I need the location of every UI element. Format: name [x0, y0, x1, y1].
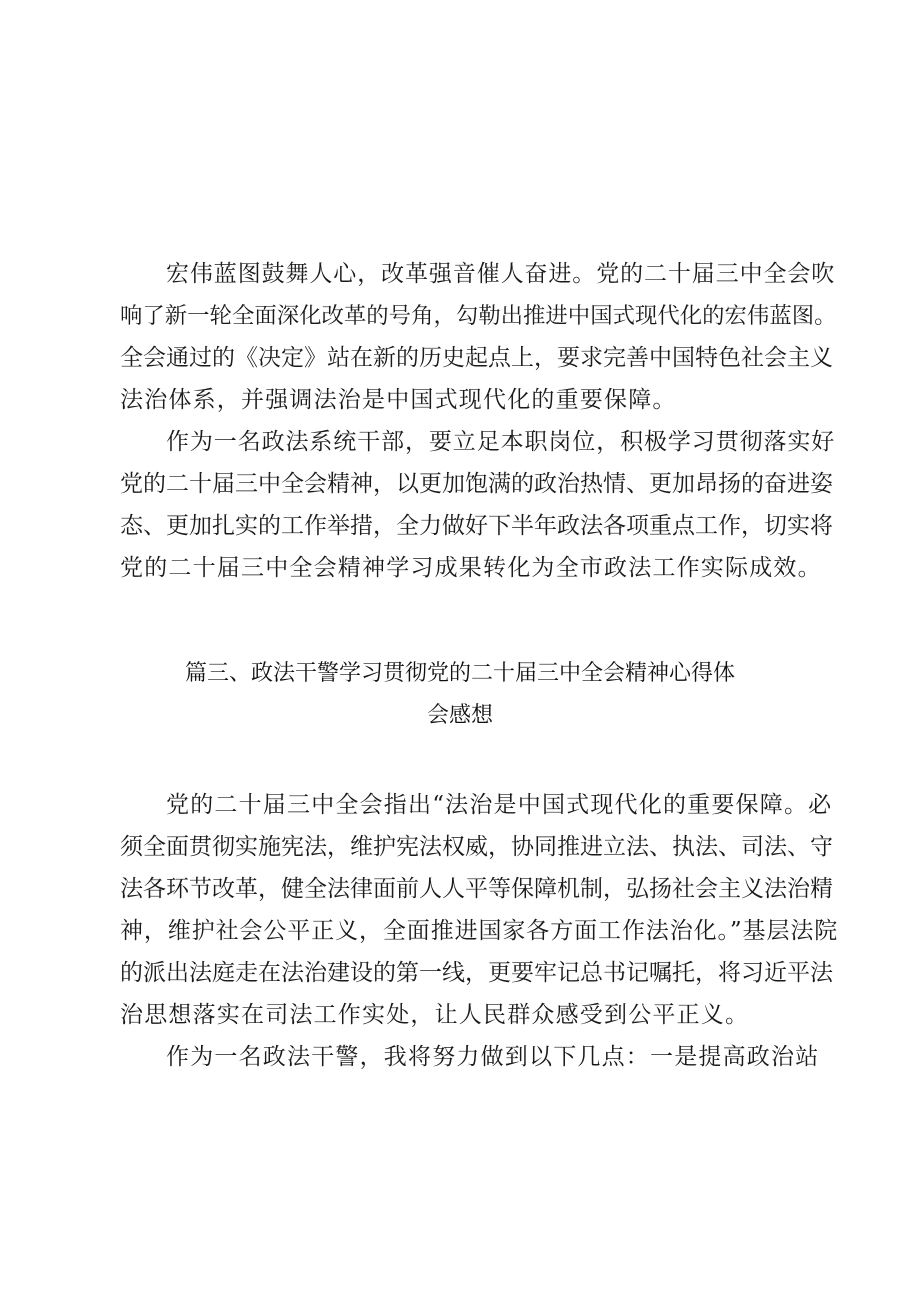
section-heading-line: 会感想 — [426, 703, 493, 728]
paragraph-line: 党的二十届三中全会精神学习成果转化为全市政法工作实际成效。 — [120, 555, 822, 581]
paragraph-line: 党的二十届三中全会指出“法治是中国式现代化的重要保障。必 — [166, 792, 833, 818]
paragraph-line: 须全面贯彻实施宪法，维护宪法权威，协同推进立法、执法、司法、守 — [120, 834, 833, 860]
paragraph-line: 宏伟蓝图鼓舞人心，改革强音催人奋进。党的二十届三中全会吹 — [166, 261, 836, 287]
paragraph-line: 响了新一轮全面深化改革的号角，勾勒出推进中国式现代化的宏伟蓝图。 — [120, 303, 837, 329]
section-heading-line: 篇三、政法干警学习贯彻党的二十届三中全会精神心得体 — [184, 661, 735, 686]
paragraph-line: 作为一名政法干警，我将努力做到以下几点：一是提高政治站 — [166, 1044, 820, 1070]
paragraph-line: 全会通过的《决定》站在新的历史起点上，要求完善中国特色社会主义 — [120, 345, 833, 371]
paragraph-line: 神，维护社会公平正义，全面推进国家各方面工作法治化。”基层法院 — [120, 918, 839, 944]
paragraph-line: 态、更加扎实的工作举措，全力做好下半年政法各项重点工作，切实将 — [120, 513, 833, 539]
paragraph-line: 的派出法庭走在法治建设的第一线，更要牢记总书记嘱托，将习近平法 — [120, 960, 833, 986]
paragraph-line: 法治体系，并强调法治是中国式现代化的重要保障。 — [120, 387, 677, 413]
paragraph-line: 法各环节改革，健全法律面前人人平等保障机制，弘扬社会主义法治精 — [120, 876, 833, 902]
paragraph-line: 治思想落实在司法工作实处，让人民群众感受到公平正义。 — [120, 1002, 750, 1028]
paragraph-line: 作为一名政法系统干部，要立足本职岗位，积极学习贯彻落实好 — [166, 429, 836, 455]
paragraph-line: 党的二十届三中全会精神，以更加饱满的政治热情、更加昂扬的奋进姿 — [120, 471, 833, 497]
